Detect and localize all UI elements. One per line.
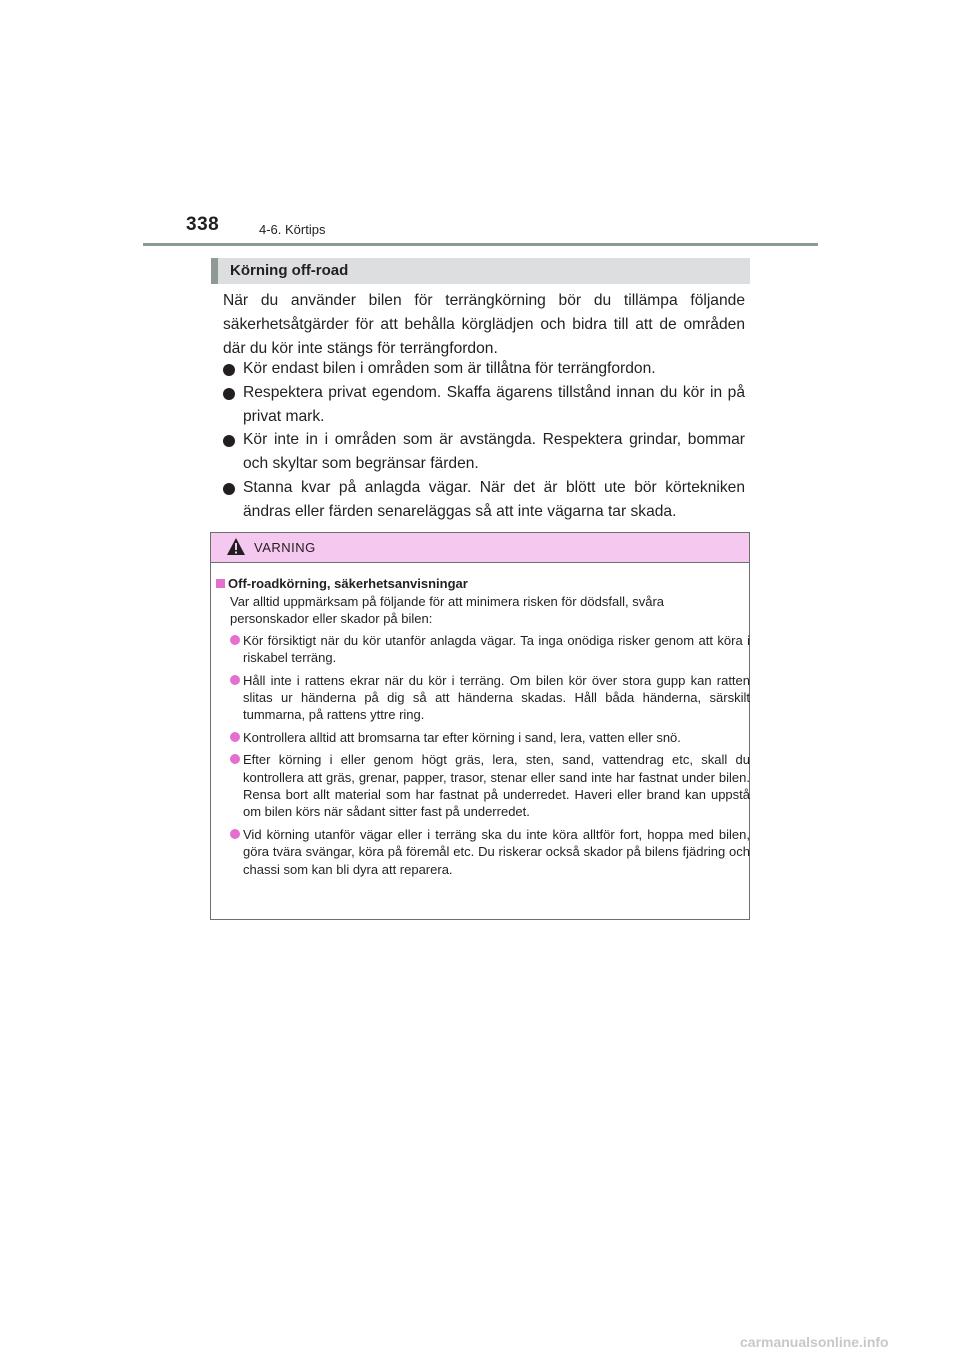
warning-list	[230, 632, 750, 878]
watermark: carmanualsonline.info	[740, 1334, 889, 1350]
list-item	[230, 632, 750, 667]
list-item-text: Håll inte i rattens ekrar när du kör i terräng. Om bilen kör över stora gupp kan ratten slitas ur händerna på dig så att händerna skadas. Håll båda händerna, särskilt tummarna, på rattens yttre ring.	[243, 672, 750, 723]
intro-paragraph: När du använder bilen för terrängkörning bör du tillämpa följande säkerhetsåtgärder för att behålla körglädjen och bidra till att de områden där du kör inte stängs för terrängfordon.	[223, 292, 745, 357]
warning-label: VARNING	[254, 540, 316, 555]
bullet-icon	[223, 483, 235, 495]
warning-intro: Var alltid uppmärksam på följande för att minimera risken för dödsfall, svåra personskador eller skador på bilen:	[230, 594, 665, 627]
warning-box	[210, 532, 750, 920]
bullet-icon	[223, 364, 235, 376]
list-item-text: Kontrollera alltid att bromsarna tar efter körning i sand, lera, vatten eller snö.	[243, 729, 681, 745]
section-label: 4-6. Körtips	[259, 222, 326, 237]
warning-body	[216, 575, 750, 883]
list-item-text: Vid körning utanför vägar eller i terräng ska du inte köra alltför fort, hoppa med bilen, göra tvära svängar, köra på föremål etc. Du riskerar också skador på bilens fjädring och chassi som kan bli dyra att reparera.	[243, 826, 750, 877]
bullet-icon	[230, 754, 240, 764]
page-number: 338	[186, 214, 220, 235]
list-item	[230, 751, 750, 821]
list-item	[230, 729, 750, 746]
list-item	[230, 672, 750, 724]
list-item	[230, 826, 750, 878]
bullet-icon	[223, 388, 235, 400]
bullet-icon	[230, 675, 240, 685]
header-rule	[143, 243, 818, 246]
list-item	[223, 357, 745, 381]
square-bullet-icon	[216, 579, 225, 588]
warning-title-text: Off-roadkörning, säkerhetsanvisningar	[228, 576, 468, 591]
section-heading: Körning off-road	[230, 262, 349, 279]
list-item-text: Efter körning i eller genom högt gräs, lera, sten, sand, vattendrag etc, skall du kontrollera att gräs, grenar, papper, trasor, stenar eller sand inte har fastnat under bilen. Rensa bort allt material som har fastnat på underredet. Haveri eller brand kan uppstå om bilen körs när sådant sitter fast på underredet.	[243, 752, 750, 820]
list-item-text: Kör försiktigt när du kör utanför anlagda vägar. Ta inga onödiga risker genom att köra i riskabel terräng.	[243, 632, 750, 666]
list-item-text: Stanna kvar på anlagda vägar. När det är blött ute bör körtekniken ändras eller färden senareläggas så att inte vägarna tar skada.	[243, 478, 745, 520]
list-item	[223, 476, 745, 524]
list-item	[223, 428, 745, 476]
section-heading-bar	[211, 258, 750, 284]
warning-title	[216, 575, 744, 592]
warning-triangle-icon	[226, 537, 246, 561]
bullet-icon	[230, 732, 240, 742]
list-item-text: Kör inte in i områden som är avstängda. Respektera grindar, bommar och skyltar som begränsar färden.	[243, 431, 745, 473]
bullet-icon	[223, 435, 235, 447]
bullet-icon	[230, 829, 240, 839]
list-item	[223, 381, 745, 429]
bullet-list	[223, 357, 745, 524]
warning-header	[211, 533, 749, 563]
bullet-icon	[230, 635, 240, 645]
list-item-text: Kör endast bilen i områden som är tillåtna för terrängfordon.	[243, 360, 656, 377]
list-item-text: Respektera privat egendom. Skaffa ägarens tillstånd innan du kör in på privat mark.	[243, 383, 745, 425]
